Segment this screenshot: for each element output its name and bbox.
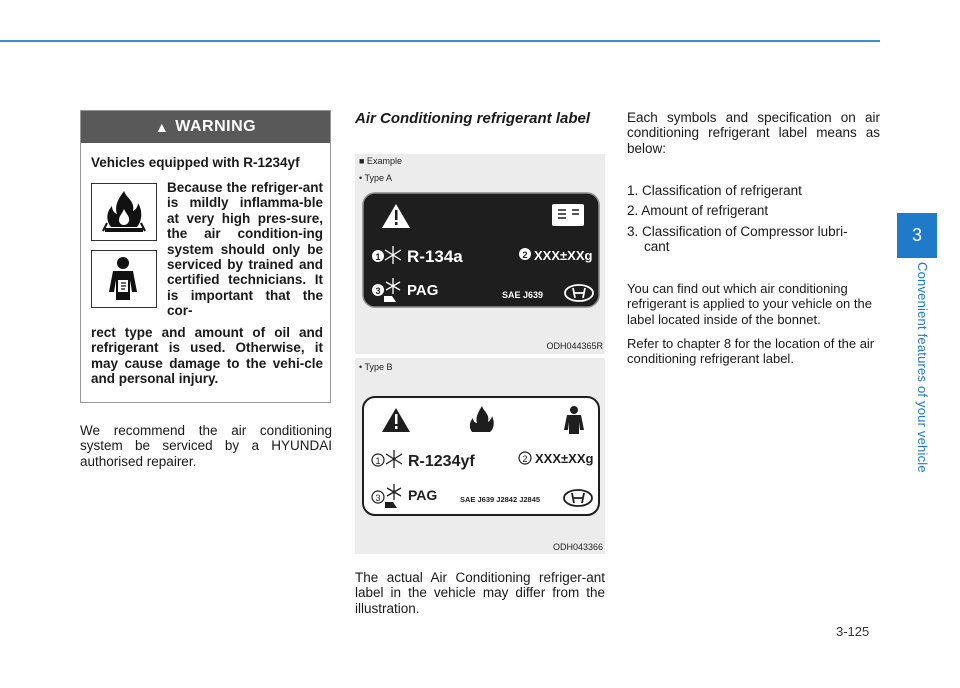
- warning-text-part1: Because the refriger-ant is mildly inflamma-ble at very high pres-sure, the air condition-ing system should only be serviced by trained and certified technicians. It is important that the cor-: [167, 180, 323, 319]
- recommendation-paragraph: We recommend the air conditioning system be serviced by a HYUNDAI authorised repairer.: [80, 423, 332, 469]
- amount-b: XXX±XXg: [535, 451, 594, 466]
- warning-header-label: WARNING: [175, 118, 257, 135]
- list-item: 3. Classification of Compressor lubri- cant: [627, 223, 848, 255]
- refrigerant-a: R-134a: [407, 247, 463, 266]
- marker-1: 1: [375, 252, 381, 262]
- amount-a: XXX±XXg: [534, 248, 593, 263]
- figure-type-a: [355, 154, 605, 354]
- lubricant-a: PAG: [407, 282, 439, 299]
- lubricant-b: PAG: [408, 487, 438, 503]
- warning-text-part2: rect type and amount of oil and refrigerant is used. Otherwise, it may cause damage to the vehi-cle and personal injury.: [91, 325, 323, 387]
- marker-2: 2: [522, 250, 528, 260]
- svg-text:3: 3: [375, 493, 381, 503]
- label-type-b: [362, 396, 602, 518]
- refrigerant-b: R-1234yf: [408, 453, 475, 470]
- warning-header: [81, 111, 330, 143]
- warning-subtitle: Vehicles equipped with R-1234yf: [91, 155, 300, 170]
- list-item: 1. Classification of refrigerant: [627, 183, 802, 198]
- page-number: 3-125: [836, 624, 870, 639]
- example-label: ■ Example: [359, 156, 402, 166]
- top-rule: [0, 40, 880, 42]
- figure-code-a: ODH044365R: [546, 341, 603, 351]
- figure-type-b: [355, 358, 605, 554]
- refer-chapter-paragraph: Refer to chapter 8 for the location of the air conditioning refrigerant label.: [627, 336, 875, 367]
- warning-triangle-icon: ▲: [154, 119, 170, 135]
- standard-b: SAE J639 J2842 J2845: [460, 495, 541, 504]
- symbols-intro: Each symbols and specification on air conditioning refrigerant label means as below:: [627, 110, 880, 156]
- warning-box: [80, 110, 331, 403]
- type-a-label: • Type A: [359, 173, 393, 183]
- section-title: Air Conditioning refrigerant label: [355, 110, 591, 127]
- type-b-label: • Type B: [359, 362, 393, 372]
- symbol-list: [627, 183, 880, 260]
- technician-icon: [91, 250, 157, 308]
- flame-icon: [91, 183, 157, 241]
- list-item: 2. Amount of refrigerant: [627, 203, 769, 219]
- chapter-tab: 3: [897, 213, 937, 258]
- svg-text:1: 1: [375, 456, 381, 466]
- label-type-a: [362, 192, 602, 310]
- actual-label-note: The actual Air Conditioning refriger-ant label in the vehicle may differ from the illustration.: [355, 570, 605, 616]
- bonnet-info-paragraph: You can find out which air conditioning refrigerant is applied to your vehicle on the label located inside of the bonnet.: [627, 281, 872, 327]
- chapter-title: Convenient features of your vehicle: [915, 262, 930, 473]
- svg-text:2: 2: [522, 454, 528, 464]
- marker-3: 3: [375, 286, 381, 296]
- figure-code-b: ODH043366: [552, 542, 603, 552]
- standard-a: SAE J639: [502, 290, 544, 300]
